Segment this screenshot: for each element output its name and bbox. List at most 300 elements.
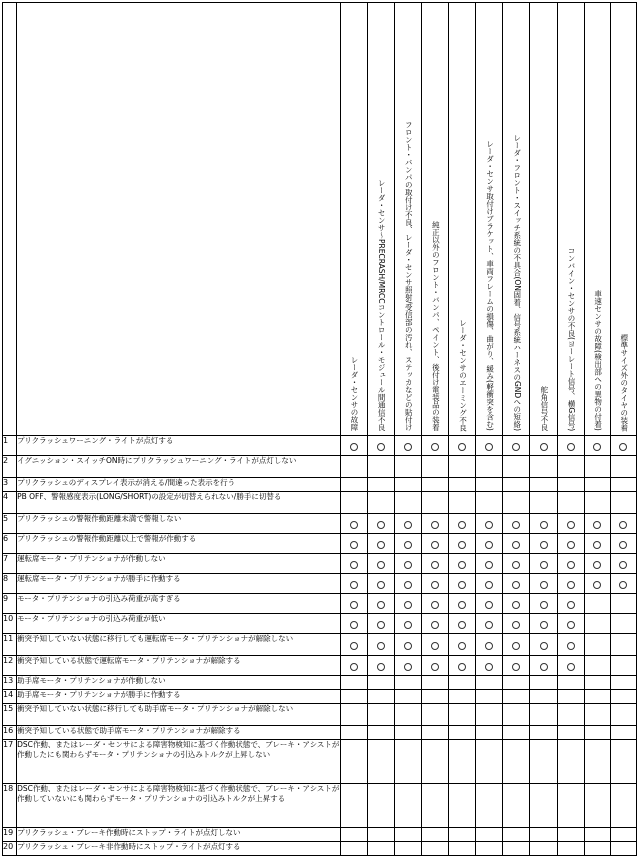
mark-cell bbox=[476, 574, 503, 594]
row-number: 4 bbox=[3, 492, 17, 514]
mark-cell bbox=[584, 656, 610, 676]
mark-cell bbox=[394, 740, 421, 784]
mark-cell bbox=[367, 614, 394, 634]
mark-cell bbox=[584, 614, 610, 634]
symptom-text: モータ・プリテンショナの引込み荷重が高すぎる bbox=[17, 594, 341, 614]
mark-cell bbox=[610, 690, 636, 704]
mark-cell bbox=[421, 574, 448, 594]
mark-cell bbox=[449, 784, 476, 828]
mark-cell bbox=[557, 656, 584, 676]
mark-cell bbox=[610, 656, 636, 676]
applicable-mark-icon bbox=[431, 581, 439, 589]
mark-cell bbox=[394, 828, 421, 842]
applicable-mark-icon bbox=[431, 443, 439, 451]
mark-cell bbox=[340, 478, 367, 492]
applicable-mark-icon bbox=[404, 561, 412, 569]
applicable-mark-icon bbox=[431, 541, 439, 549]
mark-cell bbox=[610, 634, 636, 656]
mark-cell bbox=[503, 534, 530, 554]
table-row bbox=[3, 784, 637, 828]
cause-column-header bbox=[394, 3, 421, 436]
mark-cell bbox=[394, 574, 421, 594]
mark-cell bbox=[367, 478, 394, 492]
mark-cell bbox=[340, 634, 367, 656]
applicable-mark-icon bbox=[377, 621, 385, 629]
mark-cell bbox=[367, 456, 394, 478]
mark-cell bbox=[340, 690, 367, 704]
applicable-mark-icon bbox=[619, 541, 627, 549]
mark-cell bbox=[449, 634, 476, 656]
cause-column-label: レーダ・センサ～PRECRASH/MRCCコントロール・モジュール間通信不良 bbox=[377, 179, 387, 431]
cause-column-header bbox=[476, 3, 503, 436]
cause-column-header bbox=[557, 3, 584, 436]
applicable-mark-icon bbox=[458, 642, 466, 650]
symptom-text: 衝突予知している状態で助手席モータ・プリテンショナが解除する bbox=[17, 726, 341, 740]
applicable-mark-icon bbox=[540, 443, 548, 451]
mark-cell bbox=[503, 478, 530, 492]
applicable-mark-icon bbox=[512, 581, 520, 589]
mark-cell bbox=[503, 704, 530, 726]
mark-cell bbox=[610, 478, 636, 492]
applicable-mark-icon bbox=[567, 621, 575, 629]
applicable-mark-icon bbox=[377, 521, 385, 529]
mark-cell bbox=[530, 594, 557, 614]
table-row bbox=[3, 554, 637, 574]
mark-cell bbox=[340, 704, 367, 726]
applicable-mark-icon bbox=[593, 521, 601, 529]
mark-cell bbox=[557, 828, 584, 842]
applicable-mark-icon bbox=[377, 663, 385, 671]
symptom-text: 衝突予知していない状態に移行しても助手席モータ・プリテンショナが解除しない bbox=[17, 704, 341, 726]
mark-cell bbox=[584, 436, 610, 456]
mark-cell bbox=[367, 594, 394, 614]
symptom-text: 衝突予知している状態で運転席モータ・プリテンショナが解除する bbox=[17, 656, 341, 676]
cause-column-label: レーダ・センサの故障 bbox=[350, 356, 360, 431]
applicable-mark-icon bbox=[619, 561, 627, 569]
mark-cell bbox=[503, 436, 530, 456]
mark-cell bbox=[530, 634, 557, 656]
table-row bbox=[3, 514, 637, 534]
table-row bbox=[3, 614, 637, 634]
mark-cell bbox=[610, 726, 636, 740]
applicable-mark-icon bbox=[567, 601, 575, 609]
row-number: 16 bbox=[3, 726, 17, 740]
applicable-mark-icon bbox=[512, 601, 520, 609]
mark-cell bbox=[503, 740, 530, 784]
applicable-mark-icon bbox=[404, 642, 412, 650]
cause-column-header bbox=[584, 3, 610, 436]
row-number: 1 bbox=[3, 436, 17, 456]
mark-cell bbox=[557, 554, 584, 574]
mark-cell bbox=[476, 478, 503, 492]
applicable-mark-icon bbox=[512, 541, 520, 549]
mark-cell bbox=[421, 828, 448, 842]
mark-cell bbox=[503, 690, 530, 704]
applicable-mark-icon bbox=[512, 663, 520, 671]
mark-cell bbox=[610, 842, 636, 856]
symptom-text: 助手席モータ・プリテンショナが勝手に作動する bbox=[17, 690, 341, 704]
mark-cell bbox=[610, 436, 636, 456]
mark-cell bbox=[394, 784, 421, 828]
mark-cell bbox=[584, 492, 610, 514]
mark-cell bbox=[449, 554, 476, 574]
mark-cell bbox=[394, 676, 421, 690]
applicable-mark-icon bbox=[540, 541, 548, 549]
mark-cell bbox=[421, 456, 448, 478]
mark-cell bbox=[503, 594, 530, 614]
applicable-mark-icon bbox=[540, 581, 548, 589]
mark-cell bbox=[530, 456, 557, 478]
mark-cell bbox=[610, 676, 636, 690]
mark-cell bbox=[421, 554, 448, 574]
applicable-mark-icon bbox=[593, 541, 601, 549]
mark-cell bbox=[530, 656, 557, 676]
applicable-mark-icon bbox=[485, 561, 493, 569]
mark-cell bbox=[421, 726, 448, 740]
applicable-mark-icon bbox=[540, 642, 548, 650]
mark-cell bbox=[530, 740, 557, 784]
mark-cell bbox=[476, 842, 503, 856]
mark-cell bbox=[449, 842, 476, 856]
mark-cell bbox=[584, 456, 610, 478]
symptom-text: 運転席モータ・プリテンショナが勝手に作動する bbox=[17, 574, 341, 594]
mark-cell bbox=[367, 436, 394, 456]
mark-cell bbox=[449, 574, 476, 594]
cause-column-label: レーダ・センサのエーミング不良 bbox=[458, 318, 468, 431]
mark-cell bbox=[449, 676, 476, 690]
mark-cell bbox=[610, 574, 636, 594]
applicable-mark-icon bbox=[431, 642, 439, 650]
applicable-mark-icon bbox=[350, 561, 358, 569]
mark-cell bbox=[367, 784, 394, 828]
table-row bbox=[3, 534, 637, 554]
applicable-mark-icon bbox=[458, 621, 466, 629]
symptom-text: 助手席モータ・プリテンショナが作動しない bbox=[17, 676, 341, 690]
mark-cell bbox=[530, 842, 557, 856]
mark-cell bbox=[421, 478, 448, 492]
mark-cell bbox=[610, 492, 636, 514]
mark-cell bbox=[476, 656, 503, 676]
mark-cell bbox=[394, 534, 421, 554]
mark-cell bbox=[530, 690, 557, 704]
mark-cell bbox=[421, 436, 448, 456]
mark-cell bbox=[394, 456, 421, 478]
mark-cell bbox=[503, 676, 530, 690]
mark-cell bbox=[367, 492, 394, 514]
mark-cell bbox=[557, 456, 584, 478]
applicable-mark-icon bbox=[431, 521, 439, 529]
mark-cell bbox=[557, 690, 584, 704]
mark-cell bbox=[530, 614, 557, 634]
mark-cell bbox=[610, 740, 636, 784]
mark-cell bbox=[367, 726, 394, 740]
mark-cell bbox=[476, 614, 503, 634]
applicable-mark-icon bbox=[377, 601, 385, 609]
cause-column-label: 純正以外のフロント・バンパ、ペイント、後付け電装品の装着 bbox=[431, 221, 441, 431]
symptom-text: プリクラッシュの警報作動距離以上で警報が作動する bbox=[17, 534, 341, 554]
mark-cell bbox=[530, 492, 557, 514]
applicable-mark-icon bbox=[512, 521, 520, 529]
cause-column-header bbox=[449, 3, 476, 436]
mark-cell bbox=[530, 784, 557, 828]
header-corner-no bbox=[3, 3, 17, 436]
applicable-mark-icon bbox=[540, 601, 548, 609]
table-row bbox=[3, 492, 637, 514]
applicable-mark-icon bbox=[377, 642, 385, 650]
applicable-mark-icon bbox=[404, 521, 412, 529]
mark-cell bbox=[610, 514, 636, 534]
mark-cell bbox=[367, 554, 394, 574]
mark-cell bbox=[584, 828, 610, 842]
mark-cell bbox=[367, 828, 394, 842]
mark-cell bbox=[610, 534, 636, 554]
mark-cell bbox=[557, 614, 584, 634]
applicable-mark-icon bbox=[485, 642, 493, 650]
cause-column-header bbox=[421, 3, 448, 436]
mark-cell bbox=[476, 554, 503, 574]
mark-cell bbox=[421, 676, 448, 690]
applicable-mark-icon bbox=[485, 521, 493, 529]
symptom-text: DSC作動、またはレーダ・センサによる障害物検知に基づく作動状態で、ブレーキ・アシストが作動していないにも関わらずモータ・プリテンショナの引込みトルクが上昇する bbox=[17, 784, 341, 828]
table-row bbox=[3, 704, 637, 726]
table-row bbox=[3, 594, 637, 614]
mark-cell bbox=[476, 704, 503, 726]
mark-cell bbox=[367, 656, 394, 676]
mark-cell bbox=[476, 634, 503, 656]
applicable-mark-icon bbox=[377, 581, 385, 589]
applicable-mark-icon bbox=[431, 663, 439, 671]
mark-cell bbox=[394, 842, 421, 856]
mark-cell bbox=[421, 842, 448, 856]
applicable-mark-icon bbox=[404, 663, 412, 671]
cause-column-header bbox=[610, 3, 636, 436]
applicable-mark-icon bbox=[458, 443, 466, 451]
mark-cell bbox=[421, 594, 448, 614]
applicable-mark-icon bbox=[377, 561, 385, 569]
row-number: 18 bbox=[3, 784, 17, 828]
table-row bbox=[3, 726, 637, 740]
cause-column-header bbox=[340, 3, 367, 436]
mark-cell bbox=[530, 534, 557, 554]
applicable-mark-icon bbox=[404, 541, 412, 549]
applicable-mark-icon bbox=[567, 561, 575, 569]
table-row bbox=[3, 436, 637, 456]
mark-cell bbox=[557, 842, 584, 856]
symptom-cause-matrix bbox=[2, 2, 637, 856]
mark-cell bbox=[367, 842, 394, 856]
symptom-text: DSC作動、またはレーダ・センサによる障害物検知に基づく作動状態で、ブレーキ・アシストが作動したにも関わらずモータ・プリテンショナの引込みトルクが上昇しない bbox=[17, 740, 341, 784]
mark-cell bbox=[476, 456, 503, 478]
mark-cell bbox=[449, 436, 476, 456]
mark-cell bbox=[449, 656, 476, 676]
applicable-mark-icon bbox=[350, 521, 358, 529]
mark-cell bbox=[584, 634, 610, 656]
mark-cell bbox=[421, 740, 448, 784]
mark-cell bbox=[610, 594, 636, 614]
mark-cell bbox=[530, 574, 557, 594]
mark-cell bbox=[503, 492, 530, 514]
mark-cell bbox=[449, 828, 476, 842]
mark-cell bbox=[503, 828, 530, 842]
row-number: 2 bbox=[3, 456, 17, 478]
row-number: 13 bbox=[3, 676, 17, 690]
applicable-mark-icon bbox=[619, 581, 627, 589]
mark-cell bbox=[584, 574, 610, 594]
mark-cell bbox=[584, 740, 610, 784]
cause-column-label: コンバイン・センサの不良(ヨーレート信号、横G信号) bbox=[567, 246, 577, 431]
mark-cell bbox=[340, 492, 367, 514]
applicable-mark-icon bbox=[458, 663, 466, 671]
mark-cell bbox=[394, 554, 421, 574]
applicable-mark-icon bbox=[485, 581, 493, 589]
mark-cell bbox=[584, 842, 610, 856]
mark-cell bbox=[340, 436, 367, 456]
mark-cell bbox=[449, 456, 476, 478]
applicable-mark-icon bbox=[567, 663, 575, 671]
mark-cell bbox=[367, 574, 394, 594]
symptom-text: 運転席モータ・プリテンショナが作動しない bbox=[17, 554, 341, 574]
mark-cell bbox=[476, 784, 503, 828]
applicable-mark-icon bbox=[404, 443, 412, 451]
mark-cell bbox=[421, 514, 448, 534]
mark-cell bbox=[584, 784, 610, 828]
mark-cell bbox=[476, 492, 503, 514]
mark-cell bbox=[340, 534, 367, 554]
mark-cell bbox=[584, 594, 610, 614]
applicable-mark-icon bbox=[485, 541, 493, 549]
mark-cell bbox=[394, 634, 421, 656]
mark-cell bbox=[421, 704, 448, 726]
mark-cell bbox=[367, 676, 394, 690]
mark-cell bbox=[449, 478, 476, 492]
mark-cell bbox=[340, 842, 367, 856]
mark-cell bbox=[476, 740, 503, 784]
mark-cell bbox=[449, 740, 476, 784]
applicable-mark-icon bbox=[485, 663, 493, 671]
mark-cell bbox=[476, 514, 503, 534]
mark-cell bbox=[449, 534, 476, 554]
applicable-mark-icon bbox=[567, 521, 575, 529]
mark-cell bbox=[584, 676, 610, 690]
applicable-mark-icon bbox=[619, 521, 627, 529]
table-row bbox=[3, 842, 637, 856]
applicable-mark-icon bbox=[458, 581, 466, 589]
mark-cell bbox=[530, 828, 557, 842]
mark-cell bbox=[503, 514, 530, 534]
mark-cell bbox=[584, 690, 610, 704]
mark-cell bbox=[394, 614, 421, 634]
mark-cell bbox=[503, 614, 530, 634]
mark-cell bbox=[530, 554, 557, 574]
applicable-mark-icon bbox=[431, 601, 439, 609]
cause-column-header bbox=[367, 3, 394, 436]
mark-cell bbox=[476, 726, 503, 740]
mark-cell bbox=[421, 634, 448, 656]
applicable-mark-icon bbox=[404, 581, 412, 589]
applicable-mark-icon bbox=[350, 581, 358, 589]
cause-column-label: フロント・バンパの取付け不良、レーダ・センサ照射/受信部の汚れ、ステッカなどの貼付け bbox=[404, 120, 414, 431]
mark-cell bbox=[340, 594, 367, 614]
symptom-text: プリクラッシュワーニング・ライトが点灯する bbox=[17, 436, 341, 456]
mark-cell bbox=[557, 514, 584, 534]
mark-cell bbox=[340, 726, 367, 740]
mark-cell bbox=[530, 676, 557, 690]
applicable-mark-icon bbox=[350, 663, 358, 671]
table-row bbox=[3, 676, 637, 690]
row-number: 19 bbox=[3, 828, 17, 842]
applicable-mark-icon bbox=[485, 601, 493, 609]
table-row bbox=[3, 690, 637, 704]
mark-cell bbox=[557, 634, 584, 656]
cause-column-label: 舵角信号不良 bbox=[539, 386, 549, 431]
mark-cell bbox=[610, 554, 636, 574]
mark-cell bbox=[394, 436, 421, 456]
mark-cell bbox=[557, 574, 584, 594]
table-row bbox=[3, 740, 637, 784]
mark-cell bbox=[476, 690, 503, 704]
mark-cell bbox=[449, 726, 476, 740]
mark-cell bbox=[421, 614, 448, 634]
applicable-mark-icon bbox=[350, 601, 358, 609]
row-number: 8 bbox=[3, 574, 17, 594]
mark-cell bbox=[394, 514, 421, 534]
applicable-mark-icon bbox=[512, 621, 520, 629]
mark-cell bbox=[394, 690, 421, 704]
mark-cell bbox=[503, 842, 530, 856]
symptom-text: PB OFF、警報感度表示(LONG/SHORT)の設定が切替えられない/勝手に切替る bbox=[17, 492, 341, 514]
mark-cell bbox=[530, 478, 557, 492]
mark-cell bbox=[449, 690, 476, 704]
mark-cell bbox=[449, 514, 476, 534]
mark-cell bbox=[530, 704, 557, 726]
mark-cell bbox=[503, 574, 530, 594]
mark-cell bbox=[610, 614, 636, 634]
mark-cell bbox=[557, 676, 584, 690]
mark-cell bbox=[530, 436, 557, 456]
mark-cell bbox=[503, 456, 530, 478]
mark-cell bbox=[476, 676, 503, 690]
applicable-mark-icon bbox=[458, 541, 466, 549]
applicable-mark-icon bbox=[512, 561, 520, 569]
mark-cell bbox=[394, 704, 421, 726]
mark-cell bbox=[340, 656, 367, 676]
cause-column-label: レーダ・フロント・スイッチ系統の不具合(ON固着、信号系統ハーネスのGNDへの短絡) bbox=[512, 133, 522, 431]
row-number: 15 bbox=[3, 704, 17, 726]
mark-cell bbox=[340, 828, 367, 842]
applicable-mark-icon bbox=[567, 642, 575, 650]
mark-cell bbox=[340, 574, 367, 594]
applicable-mark-icon bbox=[404, 601, 412, 609]
applicable-mark-icon bbox=[567, 443, 575, 451]
mark-cell bbox=[610, 704, 636, 726]
cause-column-label: 車速センサの故障(検出部への異物の付着) bbox=[593, 290, 603, 431]
mark-cell bbox=[503, 656, 530, 676]
applicable-mark-icon bbox=[540, 561, 548, 569]
row-number: 5 bbox=[3, 514, 17, 534]
mark-cell bbox=[394, 594, 421, 614]
mark-cell bbox=[367, 534, 394, 554]
applicable-mark-icon bbox=[540, 663, 548, 671]
row-number: 12 bbox=[3, 656, 17, 676]
mark-cell bbox=[584, 478, 610, 492]
symptom-text: プリクラッシュ・ブレーキ非作動時にストップ・ライトが点灯する bbox=[17, 842, 341, 856]
cause-column-label: レーダ・センサ取付けブラケット、車両フレームの損傷、曲がり、緩み(軽衝突を含む) bbox=[485, 140, 495, 431]
table-row bbox=[3, 828, 637, 842]
symptom-text: プリクラッシュ・ブレーキ作動時にストップ・ライトが点灯しない bbox=[17, 828, 341, 842]
applicable-mark-icon bbox=[458, 561, 466, 569]
header-row bbox=[3, 3, 637, 436]
mark-cell bbox=[557, 784, 584, 828]
